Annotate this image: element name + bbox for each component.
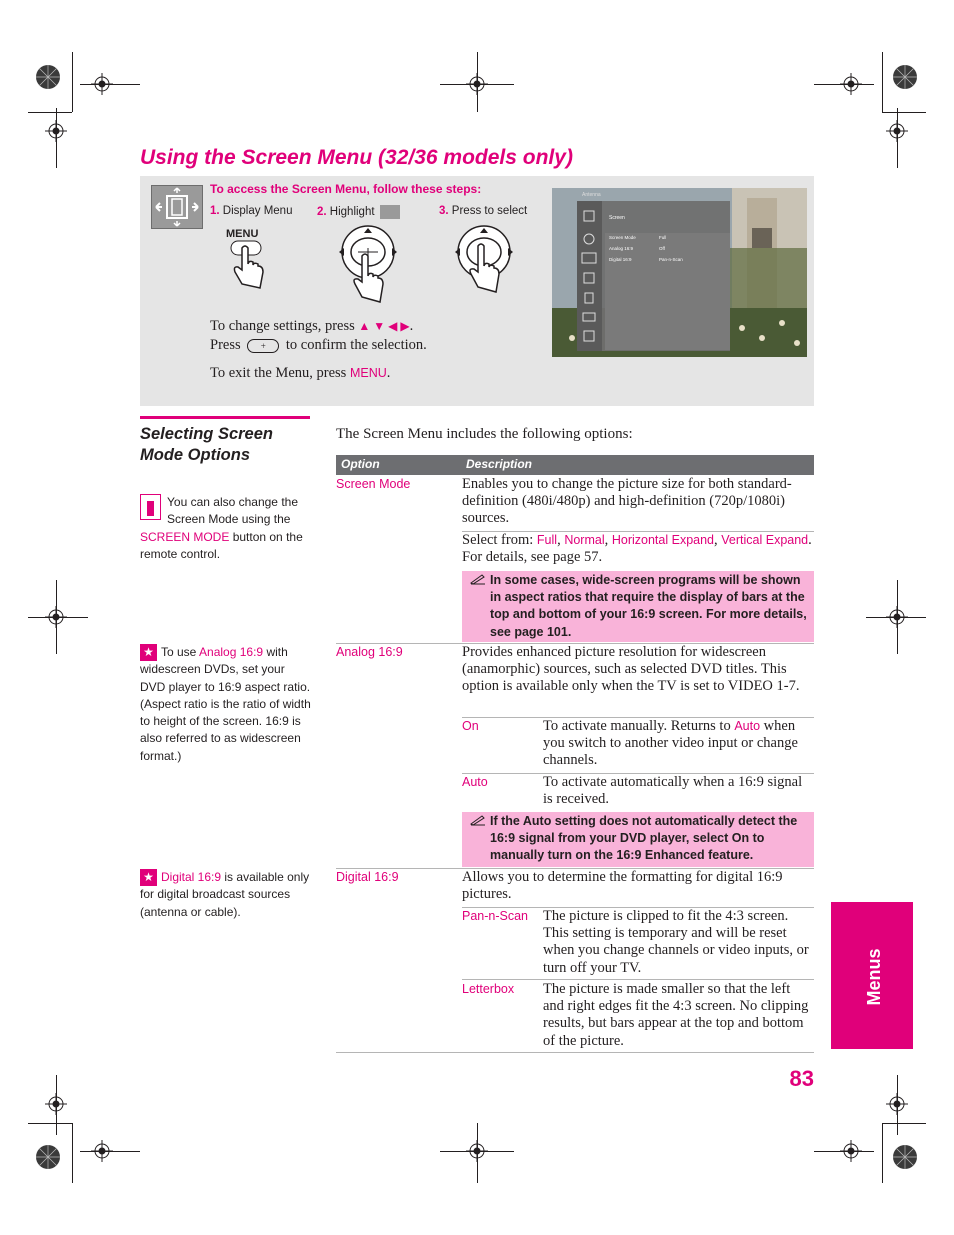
digital-description: Allows you to determine the formatting for digital 16:9 pictures. (462, 869, 783, 903)
change-settings-instruction: To change settings, press ▲ ▼ ◀ ▶. (210, 318, 414, 334)
joystick-highlight-icon (334, 224, 404, 306)
registration-mark-icon (91, 73, 113, 95)
confirm-instruction: Press + to confirm the selection. (210, 337, 427, 353)
registration-mark-icon (886, 606, 908, 628)
analog-auto-description: To activate automatically when a 16:9 signal is received. (543, 774, 803, 808)
screen-menu-small-icon (380, 205, 400, 219)
registration-mark-icon (466, 73, 488, 95)
option-screen-mode: Screen Mode (336, 477, 411, 491)
tv-input-label: Antenna (582, 192, 601, 198)
tv-screen-image (552, 188, 807, 357)
digital-letterbox-label: Letterbox (462, 982, 515, 996)
remote-note: You can also change the Screen Mode using the SCREEN MODE button on the remote control. (140, 495, 303, 561)
registration-mark-icon (45, 120, 67, 142)
color-rosette-icon (892, 64, 918, 90)
tip-lightbulb-icon: ★ (140, 869, 157, 886)
remote-control-icon (140, 494, 161, 520)
joystick-select-icon (450, 224, 520, 294)
screen-mode-description: Enables you to change the picture size for both standard-definition (480i/480p) and high-definition (720p/1080i) sources. (462, 476, 792, 527)
screen-mode-choices: Select from: Full, Normal, Horizontal Expand, Vertical Expand. For details, see page 57. (462, 532, 812, 566)
tv-menu-icon-column (577, 201, 602, 351)
analog-tip: ★ To use Analog 16:9 with widescreen DVDs, set your DVD player to 16:9 aspect ratio. (Aspect ratio is the ratio of width to height of the screen. 16:9 is also referred to as widescreen format.) (140, 645, 311, 763)
header-description: Description (466, 457, 533, 471)
analog-on-label: On (462, 719, 479, 733)
color-rosette-icon (892, 1144, 918, 1170)
registration-mark-icon (45, 1093, 67, 1115)
screen-menu-icon (151, 185, 203, 229)
page-number: 83 (789, 1066, 814, 1091)
page-title: Using the Screen Menu (32/36 models only) (140, 146, 573, 169)
step-1: 1. Display Menu (210, 205, 293, 217)
tv-menu-panel: Screen Mode Full Analog 16:9 Off Digital 16:9 Pan-n-Scan (605, 233, 730, 350)
select-button-icon: + (247, 339, 279, 353)
table-header (336, 455, 814, 475)
digital-letterbox-description: The picture is made smaller so that the left and right edges fit the 4:3 screen. No clipping results, but bars appear at the top and bottom of the picture. (543, 981, 809, 1049)
table-intro: The Screen Menu includes the following options: (336, 426, 633, 442)
header-option: Option (341, 457, 380, 471)
tab-label: Menus (863, 948, 884, 1006)
arrow-keys-icon: ▲ ▼ ◀ ▶ (358, 319, 410, 333)
analog-on-description: To activate manually. Returns to Auto when you switch to another video input or change channels. (543, 718, 798, 769)
hand-press-menu-icon (228, 240, 268, 292)
digital-tip: ★ Digital 16:9 is available only for digital broadcast sources (antenna or cable). (140, 870, 310, 919)
row-divider (462, 979, 814, 980)
step-3: 3. Press to select (439, 205, 528, 217)
registration-mark-icon (91, 1140, 113, 1162)
pencil-note-icon (470, 814, 486, 826)
table-bottom-rule (336, 1052, 814, 1053)
registration-mark-icon (886, 120, 908, 142)
registration-mark-icon (840, 1140, 862, 1162)
steps-heading: To access the Screen Menu, follow these steps: (210, 182, 482, 196)
section-rule (140, 416, 310, 419)
analog-description: Provides enhanced picture resolution for widescreen (anamorphic) sources, such as selected DVD titles. This option is available only when the TV is set to VIDEO 1-7. (462, 644, 800, 695)
screen-mode-warning: In some cases, wide-screen programs will be shown in aspect ratios that require the display of bars at the top and bottom of your 16:9 screen. For more details, see page 101. (462, 571, 814, 642)
analog-auto-label: Auto (462, 775, 488, 789)
analog-warning: If the Auto setting does not automatically detect the 16:9 signal from your DVD player, select On to manually turn on the 16:9 Enhanced feature. (462, 812, 814, 867)
exit-instruction: To exit the Menu, press MENU. (210, 365, 391, 381)
step-2: 2. Highlight (317, 205, 400, 219)
pencil-note-icon (470, 573, 486, 585)
registration-mark-icon (45, 606, 67, 628)
registration-mark-icon (886, 1093, 908, 1115)
section-thumb-tab (831, 902, 913, 1049)
menu-button-label: MENU (226, 228, 259, 240)
option-digital-16-9: Digital 16:9 (336, 870, 399, 884)
digital-pan-label: Pan-n-Scan (462, 909, 529, 923)
section-title: Selecting Screen Mode Options (140, 425, 273, 464)
digital-pan-description: The picture is clipped to fit the 4:3 screen. This setting is temporary and will be reset when you change channels or video inputs, or turn off your TV. (543, 908, 809, 976)
registration-mark-icon (466, 1140, 488, 1162)
registration-mark-icon (840, 73, 862, 95)
tv-menu-title: Screen (609, 215, 625, 221)
color-rosette-icon (35, 64, 61, 90)
option-analog-16-9: Analog 16:9 (336, 645, 403, 659)
color-rosette-icon (35, 1144, 61, 1170)
tip-lightbulb-icon: ★ (140, 644, 157, 661)
